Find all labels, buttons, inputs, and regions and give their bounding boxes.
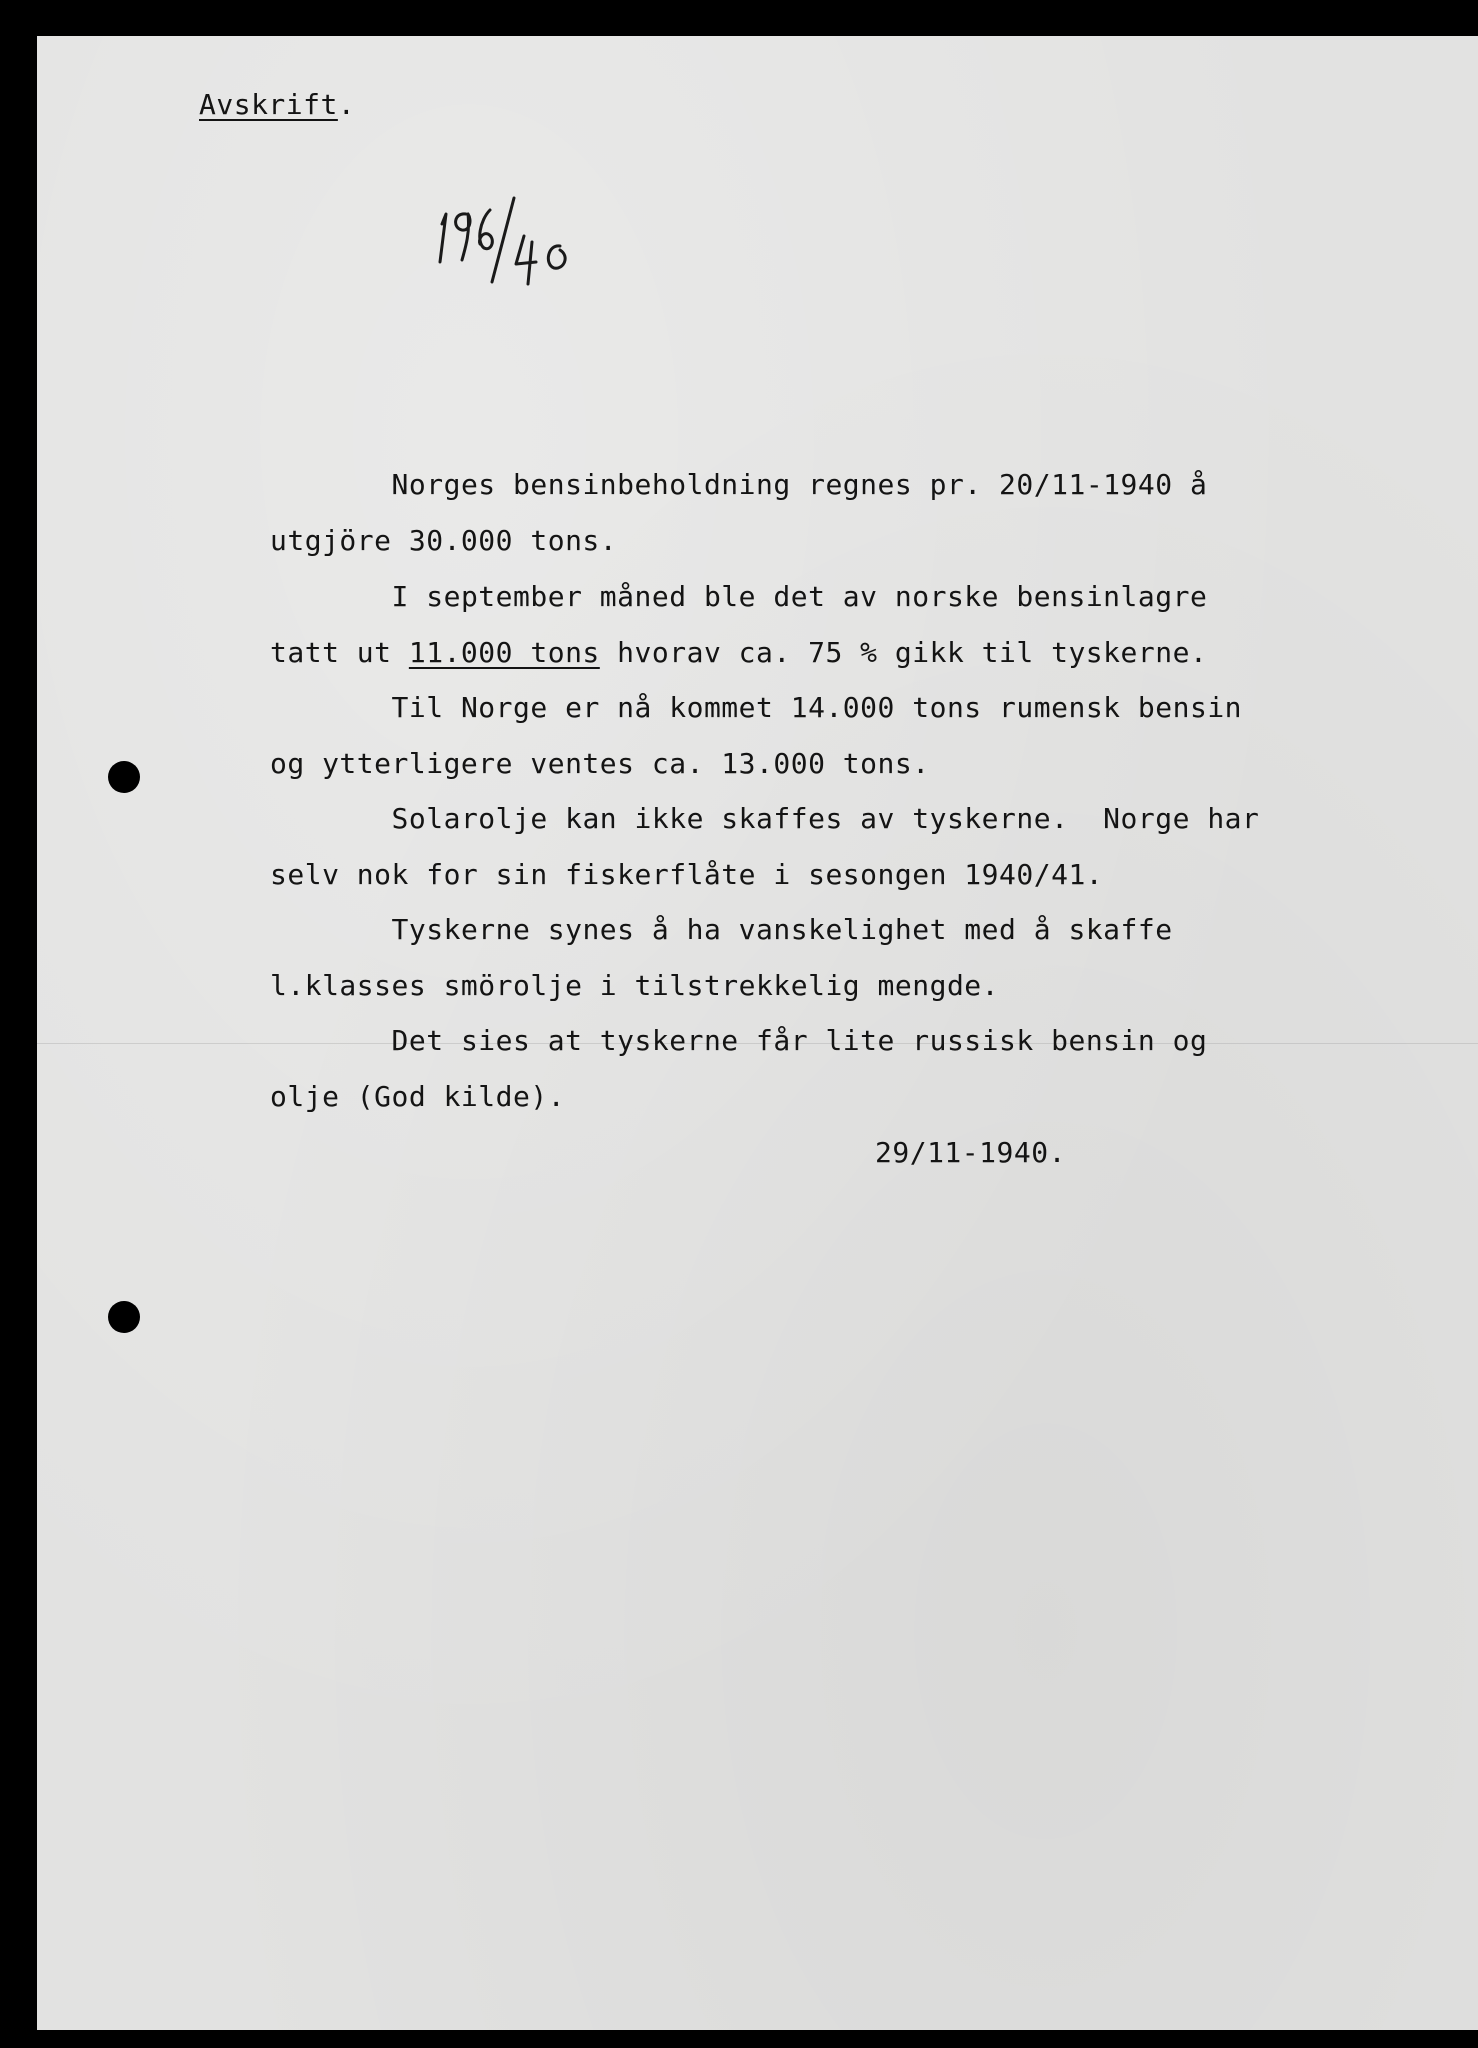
handwritten-reference-drawing <box>432 184 592 294</box>
body-line-7: Solarolje kan ikke skaffes av tyskerne. Norge har <box>391 802 1260 835</box>
punch-hole-bottom <box>108 1301 140 1333</box>
title-text: Avskrift <box>199 88 338 121</box>
body-line-5: Til Norge er nå kommet 14.000 tons rumensk bensin <box>391 691 1243 724</box>
body-line-10: l.klasses smörolje i tilstrekkelig mengde. <box>270 969 1000 1002</box>
body-line-3: I september måned ble det av norske bensinlagre <box>391 580 1208 613</box>
body-line-1: Norges bensinbeholdning regnes pr. 20/11-1940 å <box>391 468 1208 501</box>
underlined-amount: 11.000 tons <box>408 636 600 669</box>
document-title <box>199 88 355 122</box>
body-line-6: og ytterligere ventes ca. 13.000 tons. <box>270 747 930 780</box>
document-date: 29/11-1940. <box>875 1136 1066 1169</box>
punch-hole-top <box>108 761 140 793</box>
body-line-11: Det sies at tyskerne får lite russisk bensin og <box>391 1024 1208 1057</box>
document-page <box>37 36 1478 2030</box>
body-line-12: olje (God kilde). <box>270 1080 566 1113</box>
body-line-4: tatt ut 11.000 tons hvorav ca. 75 % gikk til tyskerne. <box>270 636 1208 669</box>
title-period: . <box>337 88 356 121</box>
body-line-8: selv nok for sin fiskerflåte i sesongen 1940/41. <box>270 858 1104 891</box>
body-line-2: utgjöre 30.000 tons. <box>270 524 618 557</box>
body-line-9: Tyskerne synes å ha vanskelighet med å skaffe <box>391 913 1173 946</box>
handwritten-reference-number <box>432 184 592 294</box>
